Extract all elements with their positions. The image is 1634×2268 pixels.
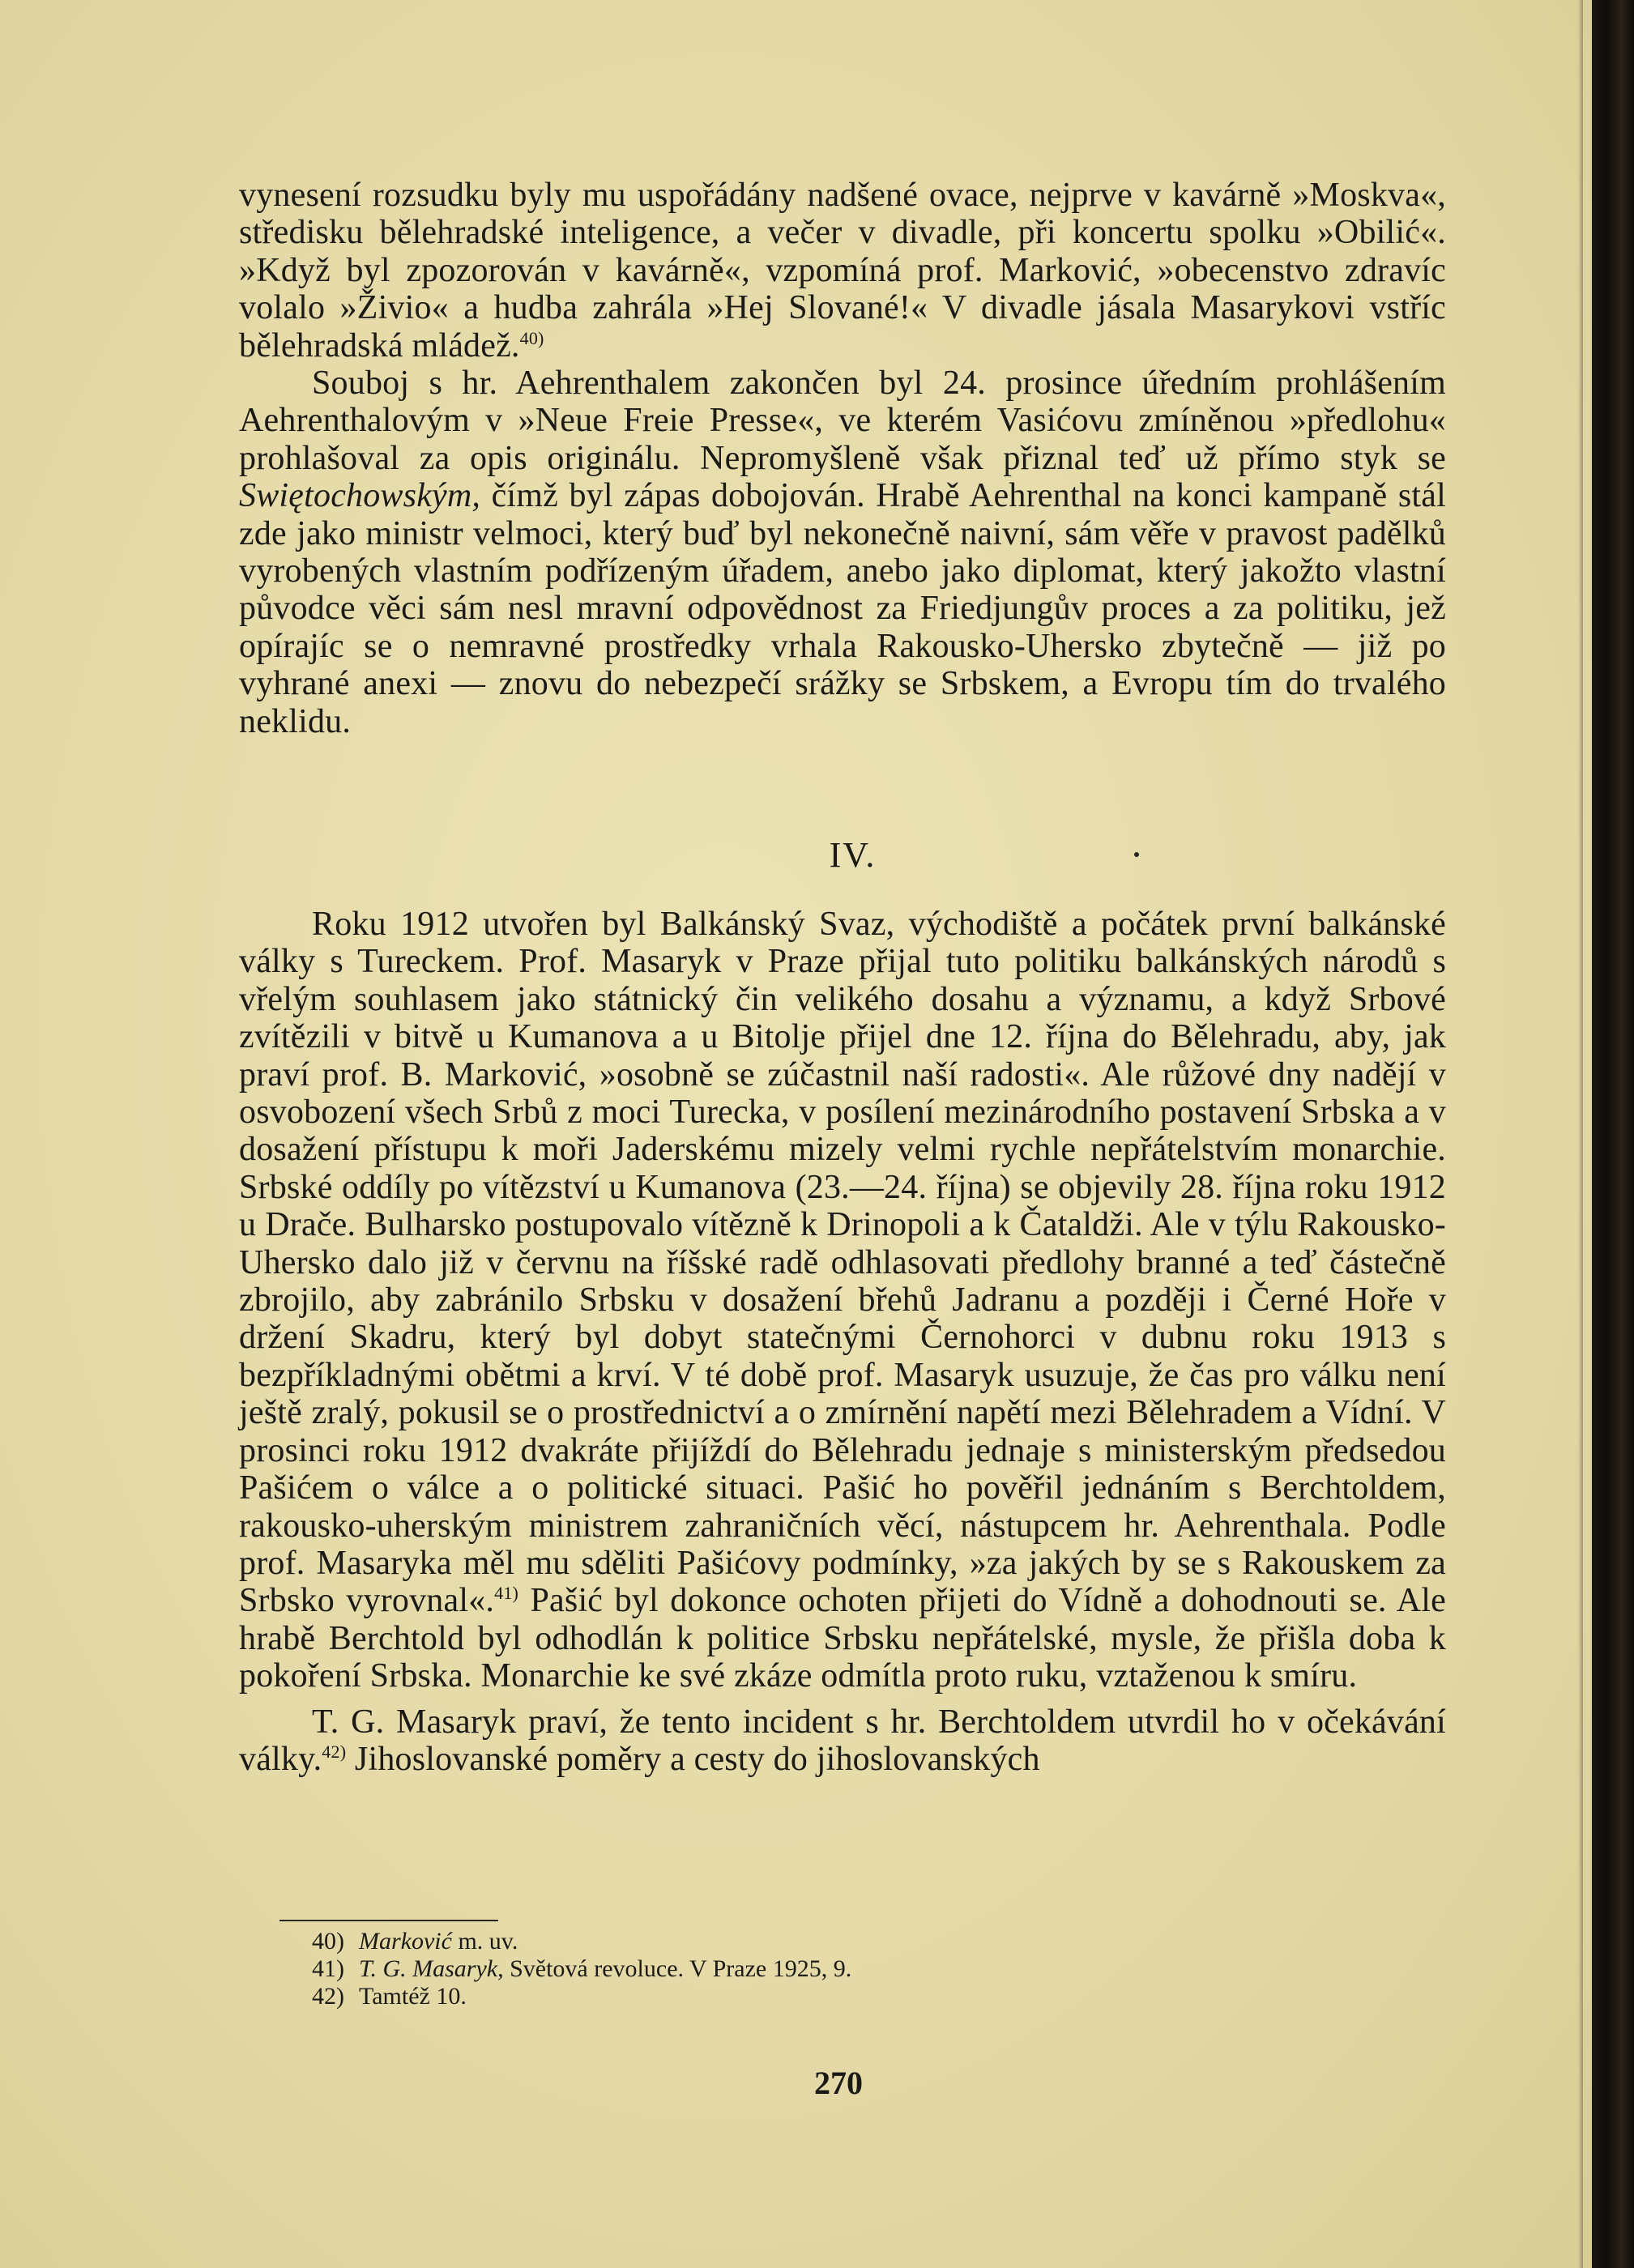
paragraph-4	[239, 1703, 1446, 1779]
footnote-reference: 42)	[322, 1741, 347, 1762]
footnote-author: Marković	[359, 1928, 452, 1955]
paragraph-2	[239, 364, 1446, 740]
footnote-mark: 41)	[312, 1955, 344, 1982]
footnotes	[312, 1928, 851, 2010]
section-text-block	[239, 906, 1446, 1778]
footnote-text: Světová revoluce. V Praze 1925, 9.	[503, 1955, 852, 1982]
paragraph-3	[239, 906, 1446, 1695]
footnote-text: Tamtéž 10.	[359, 1983, 467, 2010]
upper-text-block	[239, 168, 1446, 740]
footnote-divider	[279, 1920, 498, 1921]
footnote-item	[312, 1983, 851, 2010]
page-number: 270	[814, 2065, 863, 2101]
text-run: čímž byl zápas dobojován. Hrabě Aehrenthal na konci kampaně stál zde jako ministr velmoci, který buď byl nekonečně naivní, sám věře v pravost padělků vyrobených vlastním podřízeným úřadem, anebo jako diplomat, který jakožto vlastní původce věci sám nesl mravní odpovědnost za Friedjungův proces a za politiku, jež opírajíc se o nemravné prostředky vrhala Rakousko-Uhersko zbytečně — již po vyhrané anexi — znovu do nebezpečí srážky se Srbskem, a Evropu tím do trvalého neklidu.	[239, 477, 1446, 740]
text-run: Jihoslovanské poměry a cesty do jihoslovanských	[346, 1740, 1040, 1778]
print-speck	[1134, 852, 1139, 857]
text-run: vynesení rozsudku byly mu uspořádány nadšené ovace, nejprve v kavárně »Moskva«, středisku bělehradské inteligence, a večer v divadle, při koncertu spolku »Obilić«. »Když byl zpozorován v kavárně«, vzpomíná prof. Marković, »obecenstvo zdravíc volalo »Živio« a hudba zahrála »Hej Slované!« V divadle jásala Masarykovi vstříc bělehradská mládež.	[239, 177, 1446, 364]
footnote-mark: 40)	[312, 1928, 344, 1955]
footnote-reference: 40)	[519, 327, 544, 348]
footnote-item	[312, 1928, 851, 1955]
section-heading-label: IV.	[829, 835, 877, 875]
section-heading	[0, 834, 1608, 876]
text-run: T. G. Masaryk praví, že tento incident s hr. Berchtoldem utvrdil ho v očekávání války.	[239, 1703, 1446, 1778]
text-run: Pašić byl dokonce ochoten přijeti do Vídně a dohodnouti se. Ale hrabě Berchtold byl odhodlán k politice Srbsku nepřátelské, mysle, že přišla doba k pokoření Srbska. Monarchie ke své zkáze odmítla proto ruku, vztaženou k smíru.	[239, 1582, 1446, 1695]
book-spine	[1592, 0, 1634, 2268]
text-run: Roku 1912 utvořen byl Balkánský Svaz, východiště a počátek první balkánské války s Tureckem. Prof. Masaryk v Praze přijal tuto politiku balkánských národů s vřelým souhlasem jako státnický čin velikého dosahu a významu, a když Srbové zvítězili v bitvě u Kumanova a u Bitolje přijel dne 12. října do Bělehradu, aby, jak praví prof. B. Marković, »osobně se zúčastnil naší radosti«. Ale růžové dny nadějí v osvobození všech Srbů z moci Turecka, v posílení mezinárodního postavení Srbska a v dosažení přístupu k moři Jaderskému mizely velmi rychle nepřátelstvím monarchie. Srbské oddíly po vítězství u Kumanova (23.—24. října) se objevily 28. října roku 1912 u Drače. Bulharsko postupovalo vítězně k Drinopoli a k Čataldži. Ale v týlu Rakousko-Uhersko dalo již v červnu na říšské radě odhlasovati předlohy branné a teď částečně zbrojilo, aby zabránilo Srbsku v dosažení břehů Jadranu a později i Černé Hoře v držení Skadru, který byl dobyt statečnými Černohorci v dubnu roku 1913 s bezpříkladnými obětmi a krví. V té době prof. Masaryk usuzuje, že čas pro válku není ještě zralý, pokusil se o prostřednictví a o zmírnění napětí mezi Bělehradem a Vídní. V prosinci roku 1912 dvakráte přijíždí do Bělehradu jednaje s ministerským předsedou Pašićem o válce a o politické situaci. Pašić ho pověřil jednáním s Berchtoldem, rakousko-uherským ministrem zahraničních věcí, nástupcem hr. Aehrenthala. Podle prof. Masaryka měl mu sděliti Pašićovy podmínky, »za jakých by se s Rakouskem za Srbsko vyrovnal«.	[239, 906, 1446, 1620]
text-run: Souboj s hr. Aehrenthalem zakončen byl 24. prosince úředním prohlášením Aehrenthalovým v »Neue Freie Presse«, ve kterém Vasićovu zmíněnou »předlohu« prohlašoval za opis originálu. Nepromyšleně však přiznal teď už přímo styk se	[239, 364, 1446, 477]
page-edge-shadow	[1578, 0, 1583, 2268]
paragraph-1	[239, 177, 1446, 364]
footnote-author: T. G. Masaryk,	[359, 1955, 504, 1982]
footnote-item	[312, 1955, 851, 1983]
footnote-text: m. uv.	[451, 1928, 518, 1955]
italic-name: Swiętochowským,	[239, 477, 481, 515]
footnote-reference: 41)	[494, 1583, 519, 1604]
footnote-mark: 42)	[312, 1983, 344, 2010]
